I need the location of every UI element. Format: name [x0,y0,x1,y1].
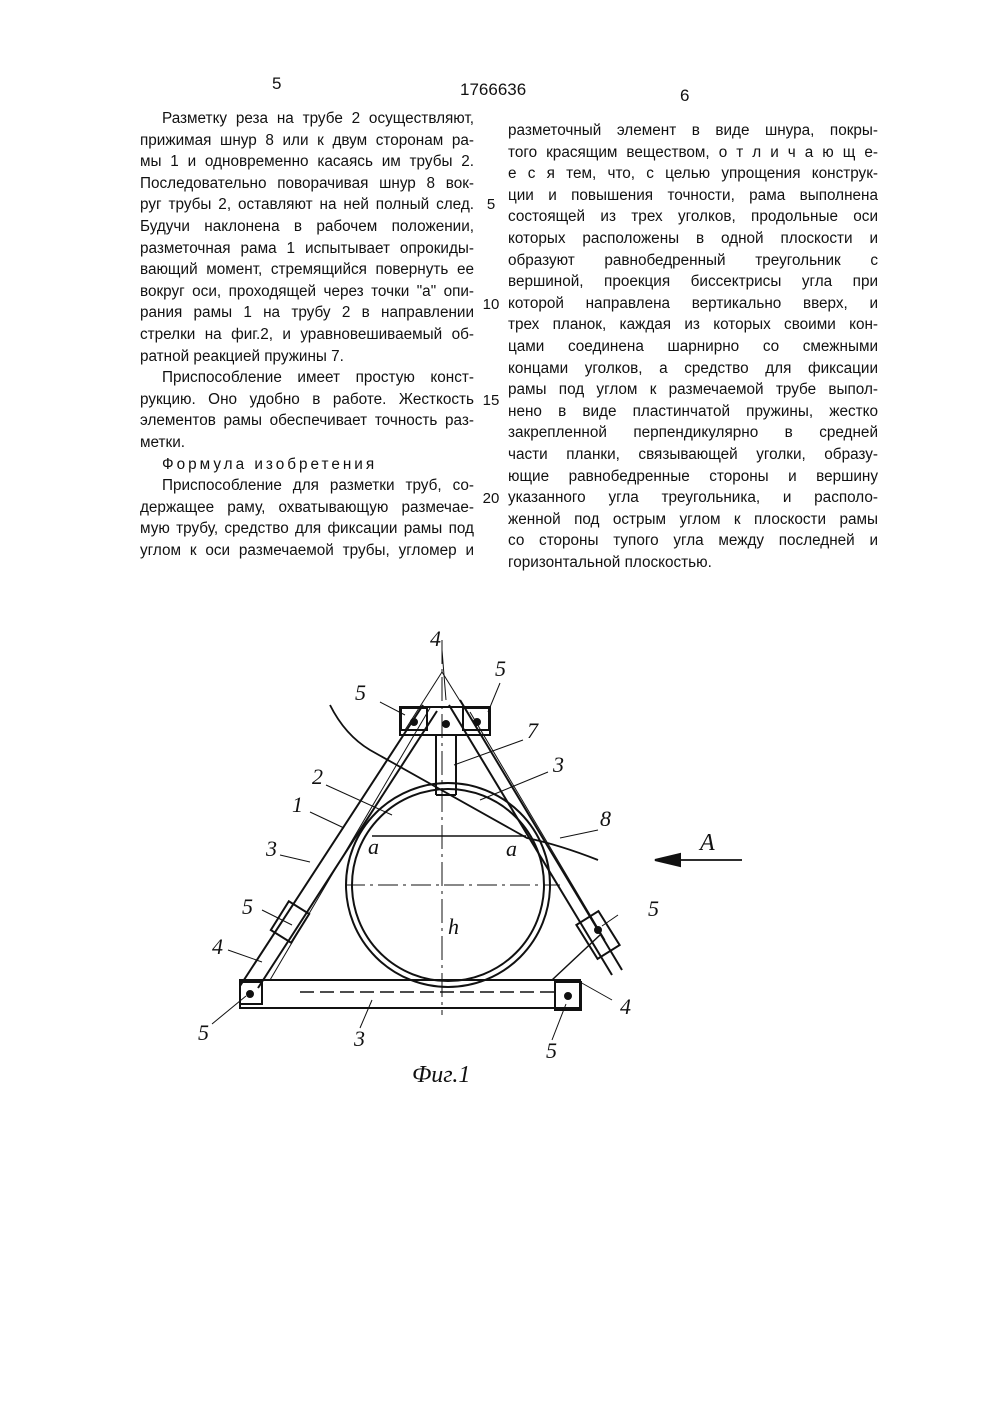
label-4-left: 4 [212,934,223,959]
bottom-bar [240,980,580,1008]
label-2: 2 [312,764,323,789]
label-5-left-mid: 5 [242,894,253,919]
text-line: того красящим веществом, о т л и ч а ю щ е- [508,143,878,161]
text-line: метки. [140,433,186,451]
text-line: рукцию. Оно удобно в работе. Жесткость [140,390,474,408]
label-5-right-mid: 5 [648,896,659,921]
text-line: трех планок, каждая из которых своими кон- [508,316,878,334]
text-line: ющие равнобедренные стороны и вершину [508,467,878,485]
spring-7 [436,736,456,795]
text-line: Приспособление для разметки труб, со- [162,477,474,495]
claims-heading: Формула изобретения [162,455,378,473]
label-5-top-left: 5 [355,680,366,705]
text-line: е с я тем, что, с целью упрощения конструк- [508,165,878,183]
text-line: рамы под углом к размечаемой трубе выпол- [508,381,878,399]
text-line: концами уголков, а средство для фиксации [508,359,878,377]
text-line: элементов рамы обеспечивает точность раз- [140,412,474,430]
page-number-left: 5 [272,74,282,93]
text-line: указанного угла треугольника, и располо- [508,489,878,507]
label-3-bottom: 3 [354,1026,365,1051]
text-line: вающий момент, стремящийся повернуть ее [140,261,474,279]
text-line: мую трубу, средство для фиксации рамы под [140,520,474,538]
text-line: женной под острым углом к плоскости рамы [508,510,878,528]
label-8: 8 [600,806,611,831]
text-line: разметочная рама 1 испытывает опрокиды- [140,239,474,257]
text-line: Последовательно поворачивая шнур 8 вок- [140,174,474,192]
figure-caption: Фиг.1 [412,1062,471,1088]
document-number: 1766636 [460,80,527,99]
label-3-left: 3 [266,836,277,861]
page-number-right: 6 [680,86,690,105]
text-line: Разметку реза на трубе 2 осуществляют, [162,110,474,127]
label-5-top-right: 5 [495,656,506,681]
line-number-5: 5 [486,196,496,213]
label-1: 1 [292,792,303,817]
label-a-right: a [506,836,517,861]
text-line: прижимая шнур 8 или к двум сторонам ра- [140,131,474,149]
label-5-bottom-right: 5 [546,1038,557,1063]
text-line: ратной реакцией пружины 7. [140,347,344,365]
line-number-10: 10 [482,296,500,313]
text-line: рания рамы 1 на трубу 2 в направлении [140,304,474,322]
label-a-left: a [368,834,379,859]
text-line: части планки, связывающей уголки, образу- [508,445,878,463]
line-number-20: 20 [482,490,500,507]
text-line: нено в виде пластинчатой пружины, жестко [508,402,878,420]
text-line: руг трубы 2, оставляют на ней полный след. [140,196,474,214]
text-line: состоящей из трех уголков, продольные оси [508,208,878,226]
label-h: h [448,914,459,939]
text-line: углом к оси размечаемой трубы, угломер и [140,541,474,559]
label-4-right: 4 [620,994,631,1019]
label-5-bottom-left: 5 [198,1020,209,1045]
text-line: со стороны тупого угла между последней и [508,532,878,550]
hinge-pin [443,721,449,727]
text-line: цами соединена шарнирно со смежными [508,337,878,355]
text-line: образуют равнобедренный треугольник с [508,251,878,269]
label-3-right: 3 [553,752,564,777]
text-line: вершиной, проекция биссектрисы угла при [508,273,878,291]
text-line: которой направлена вертикально вверх, и [508,294,878,312]
label-A: A [700,830,715,856]
text-line: мы 1 и одновременно касаясь им трубы 2. [140,153,474,171]
text-line: Будучи наклонена в рабочем положении, [140,217,474,235]
text-line: вокруг оси, проходящей через точки "а" опи- [140,282,474,300]
text-line: горизонтальной плоскостью. [508,553,712,571]
label-4-top: 4 [430,626,441,651]
text-line: ции и повышения точности, рама выполнена [508,186,878,204]
text-line: стрелки на фиг.2, и уравновешиваемый об- [140,325,474,343]
text-line: разметочный элемент в виде шнура, покры- [508,122,878,139]
text-line: закрепленной перпендикулярно в средней [508,424,878,442]
line-number-15: 15 [482,392,500,409]
text-line: которых расположены в одной плоскости и [508,229,878,247]
text-line: Приспособление имеет простую конст- [162,369,474,387]
text-line: держащее раму, охватывающую размечае- [140,498,474,516]
label-7: 7 [527,718,538,743]
